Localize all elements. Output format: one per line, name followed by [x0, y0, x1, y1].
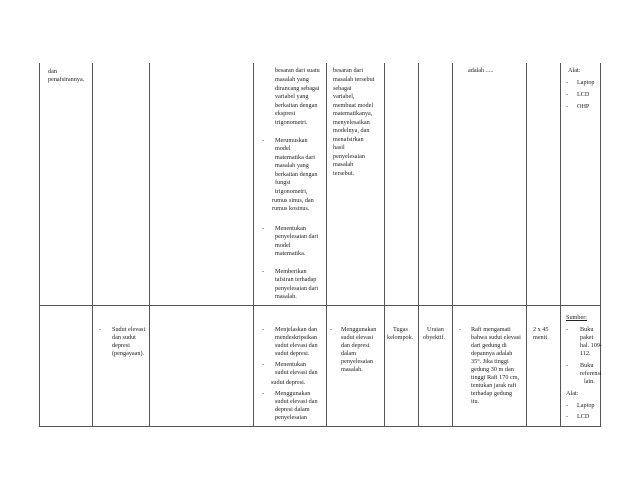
table-divider: [418, 63, 419, 427]
table-divider: [253, 63, 254, 427]
table-divider: [452, 63, 453, 427]
table-divider: [526, 63, 527, 427]
table-row-divider: [39, 305, 601, 306]
table-border-left: [39, 63, 40, 427]
table-border-bottom: [39, 426, 601, 427]
table-divider: [560, 63, 561, 427]
table-divider: [384, 63, 385, 427]
table-divider: [92, 63, 93, 427]
table-divider: [149, 63, 150, 427]
row1-assessment-text: adalah .....: [468, 67, 494, 74]
table-divider: [326, 63, 327, 427]
